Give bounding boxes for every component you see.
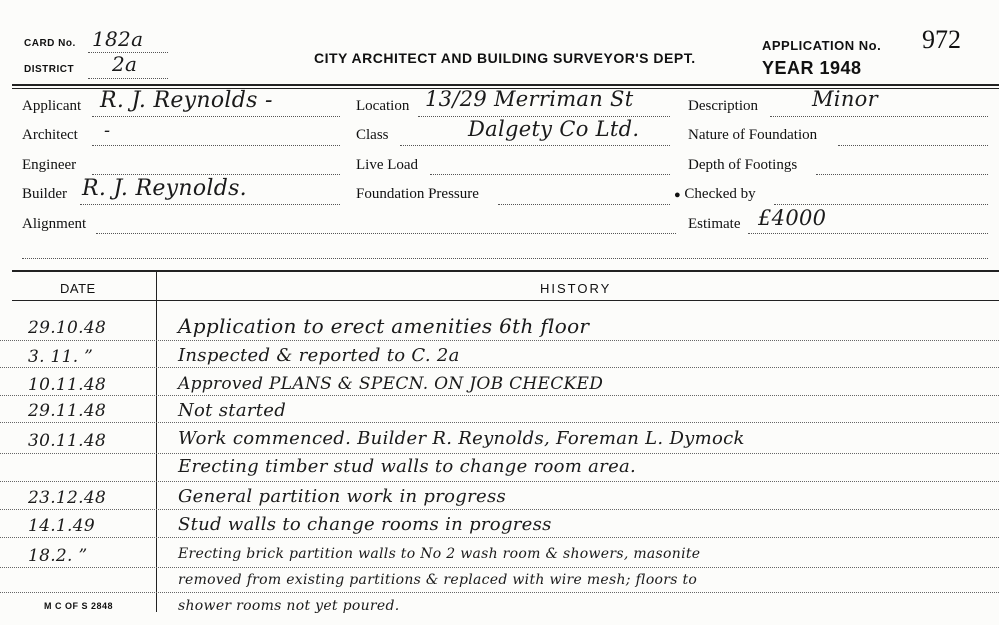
date-header: DATE <box>60 281 96 296</box>
card-no-label: CARD No. <box>24 38 76 49</box>
row-line <box>0 567 999 568</box>
history-date: 14.1.49 <box>28 516 95 536</box>
class-line <box>400 145 670 146</box>
history-date: 10.11.48 <box>28 375 107 395</box>
description-line <box>770 116 988 117</box>
checked-by-label <box>674 186 756 203</box>
history-entry: Application to erect amenities 6th floor <box>178 314 590 338</box>
history-date: 18.2. ” <box>28 546 88 566</box>
row-line <box>0 537 999 538</box>
applicant-line <box>92 116 340 117</box>
district-value: 2a <box>112 52 138 76</box>
class-label: Class <box>356 127 389 143</box>
date-column-divider <box>156 272 157 612</box>
history-entry: Stud walls to change rooms in progress <box>178 514 552 535</box>
alignment-label: Alignment <box>22 216 87 232</box>
nature-line <box>838 145 988 146</box>
applicant-value: R. J. Reynolds - <box>100 88 273 113</box>
history-entry-text: Approved PLANS & SPECN. ON JOB CHECKED <box>178 374 604 394</box>
applicant-label: Applicant <box>22 98 82 114</box>
history-entry <box>178 374 603 394</box>
extra-line <box>22 258 988 259</box>
year: YEAR 1948 <box>762 58 862 78</box>
live-load-line <box>430 174 670 175</box>
builder-value: R. J. Reynolds. <box>82 176 247 201</box>
history-entry: Inspected & reported to C. 2a <box>178 345 460 366</box>
history-entry: Erecting brick partition walls to No 2 wash room & showers, masonite <box>178 546 701 562</box>
row-line <box>0 395 999 396</box>
class-value: Dalgety Co Ltd. <box>468 117 640 141</box>
history-entry: Not started <box>178 400 287 421</box>
foundation-pressure-label: Foundation Pressure <box>356 186 479 202</box>
history-date: 23.12.48 <box>28 488 107 508</box>
engineer-label: Engineer <box>22 157 77 173</box>
card-no-value: 182a <box>92 27 144 51</box>
history-entry: removed from existing partitions & replaced with wire mesh; floors to <box>178 572 698 588</box>
row-line <box>0 340 999 341</box>
district-label: DISTRICT <box>24 64 75 75</box>
history-entry: Erecting timber stud walls to change room area. <box>178 456 637 477</box>
live-load-label: Live Load <box>356 157 419 173</box>
header-rule <box>12 84 999 86</box>
history-entry: General partition work in progress <box>178 486 507 507</box>
location-label: Location <box>356 98 410 114</box>
location-value: 13/29 Merriman St <box>425 87 634 111</box>
builder-line <box>80 204 340 205</box>
history-date: 3. 11. ” <box>28 347 94 367</box>
row-line <box>0 422 999 423</box>
row-line <box>0 592 999 593</box>
history-date: 29.10.48 <box>28 318 107 338</box>
application-no-label: APPLICATION No. <box>762 38 882 53</box>
row-line <box>0 367 999 368</box>
history-top-rule <box>12 270 999 272</box>
district-line <box>88 78 168 79</box>
history-entry: Work commenced. Builder R. Reynolds, Foreman L. Dymock <box>178 428 745 449</box>
architect-line <box>92 145 340 146</box>
alignment-line <box>96 233 676 234</box>
engineer-line <box>92 174 340 175</box>
foundation-pressure-line <box>498 204 670 205</box>
form-code: M C OF S 2848 <box>44 601 114 611</box>
description-label: Description <box>688 98 758 114</box>
description-value: Minor <box>812 87 878 111</box>
row-line <box>0 453 999 454</box>
estimate-line <box>748 233 988 234</box>
row-line <box>0 509 999 510</box>
checked-line <box>774 204 988 205</box>
history-header-rule <box>12 300 999 301</box>
history-date: 29.11.48 <box>28 401 107 421</box>
bullet-icon: ● <box>674 189 681 201</box>
builder-label: Builder <box>22 186 67 202</box>
checked-by-text: Checked by <box>684 186 756 202</box>
depth-line <box>816 174 988 175</box>
row-line <box>0 481 999 482</box>
application-no-value: 972 <box>922 25 961 54</box>
architect-value: - <box>104 120 111 141</box>
nature-of-foundation-label: Nature of Foundation <box>688 127 818 143</box>
estimate-label: Estimate <box>688 216 741 232</box>
history-date: 30.11.48 <box>28 431 107 451</box>
architect-label: Architect <box>22 127 78 143</box>
history-entry: shower rooms not yet poured. <box>178 598 400 614</box>
depth-of-footings-label: Depth of Footings <box>688 157 798 173</box>
estimate-value: £4000 <box>758 206 827 230</box>
department-title: CITY ARCHITECT AND BUILDING SURVEYOR'S DEPT. <box>314 50 696 66</box>
history-header: HISTORY <box>540 281 612 296</box>
